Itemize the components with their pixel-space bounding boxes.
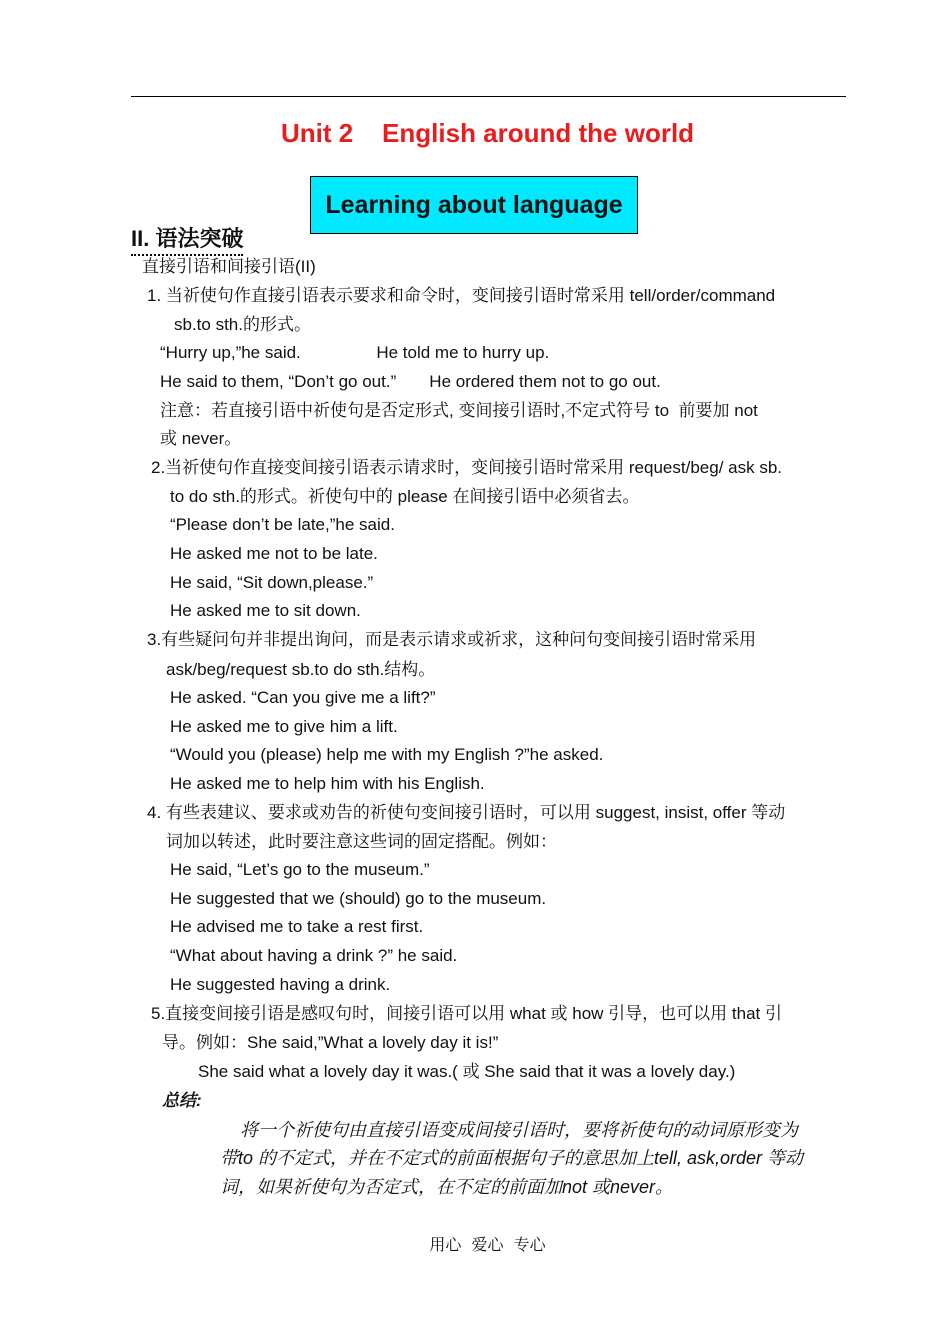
example-line: He asked me to help him with his English. <box>170 774 485 793</box>
example-line: He said to them, “Don’t go out.” He ordered them not to go out. <box>160 372 661 391</box>
example-line: He asked me not to be late. <box>170 544 378 563</box>
note-line-1: 注意：若直接引语中祈使句是否定形式, 变间接引语时,不定式符号 to 前要加 not <box>160 401 758 420</box>
example-line: He advised me to take a rest first. <box>170 917 424 936</box>
example-line: He suggested that we (should) go to the museum. <box>170 889 547 908</box>
header-rule <box>131 96 846 97</box>
summary-label: 总结: <box>162 1091 202 1110</box>
summary-line: 将一个祈使句由直接引语变成间接引语时，要将祈使句的动词原形变为 <box>240 1120 798 1140</box>
point-4-line-2: 词加以转述，此时要注意这些词的固定搭配。例如： <box>166 832 557 851</box>
point-2-line-1: 2.当祈使句作直接变间接引语表示请求时，变间接引语时常采用 request/beg/ ask sb. <box>151 458 782 477</box>
point-4-line-1: 4. 有些表建议、要求或劝告的祈使句变间接引语时，可以用 suggest, insist, offer 等动 <box>147 803 786 822</box>
unit-title: Unit 2 English around the world <box>280 118 695 148</box>
point-1-line-1: 1. 当祈使句作直接引语表示要求和命令时，变间接引语时常采用 tell/order/command <box>147 286 776 305</box>
example-line: “Would you (please) help me with my English ?”he asked. <box>170 745 604 764</box>
point-5-line-2: 导。例如：She said,”What a lovely day it is!” <box>162 1033 499 1052</box>
example-line: She said what a lovely day it was.( 或 She said that it was a lovely day.) <box>198 1062 736 1081</box>
example-line: He asked. “Can you give me a lift?” <box>170 688 436 707</box>
example-line: “What about having a drink ?” he said. <box>170 946 458 965</box>
point-1-line-2: sb.to sth.的形式。 <box>174 315 311 334</box>
point-3-line-1: 3.有些疑问句并非提出询问，而是表示请求或祈求，这种问句变间接引语时常采用 <box>147 630 757 649</box>
section-heading: II. 语法突破 <box>131 222 243 256</box>
section-box: Learning about language <box>310 176 638 234</box>
example-line: He asked me to sit down. <box>170 601 361 620</box>
example-line: “Hurry up,”he said. He told me to hurry up. <box>160 343 550 362</box>
point-2-line-2: to do sth.的形式。祈使句中的 please 在间接引语中必须省去。 <box>170 487 640 506</box>
example-line: He said, “Let’s go to the museum.” <box>170 860 430 879</box>
point-5-line-1: 5.直接变间接引语是感叹句时，间接引语可以用 what 或 how 引导，也可以用 that 引 <box>151 1004 782 1023</box>
example-line: “Please don’t be late,”he said. <box>170 515 395 534</box>
summary-line: 词，如果祈使句为否定式，在不定的前面加not 或never。 <box>220 1177 674 1197</box>
example-line: He asked me to give him a lift. <box>170 717 398 736</box>
point-3-line-2: ask/beg/request sb.to do sth.结构。 <box>166 660 436 679</box>
example-line: He said, “Sit down,please.” <box>170 573 374 592</box>
page-footer: 用心 爱心 专心 <box>429 1235 546 1254</box>
example-line: He suggested having a drink. <box>170 975 391 994</box>
subtitle: 直接引语和间接引语(II) <box>142 257 316 276</box>
summary-line: 带to 的不定式，并在不定式的前面根据句子的意思加上tell, ask,order 等动 <box>220 1148 804 1168</box>
note-line-2: 或 never。 <box>160 429 242 448</box>
